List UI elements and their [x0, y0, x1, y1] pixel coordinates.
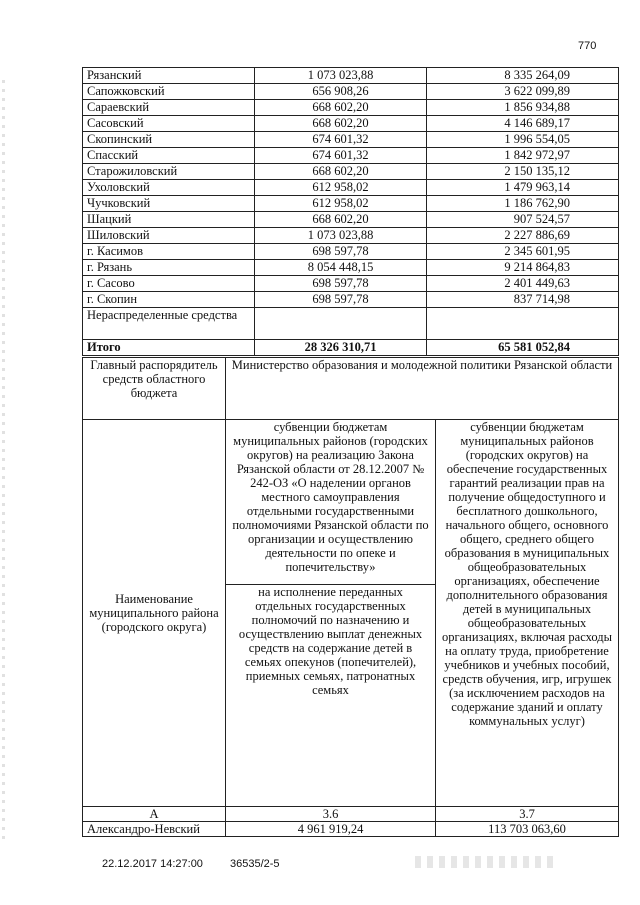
value-col-a: 668 602,20	[255, 164, 427, 180]
scan-edge-artifact	[2, 80, 5, 840]
col-guardianship-payments: на исполнение переданных отдельных государственных полномочий по назначению и осуществлению выплат денежных средств на содержание детей в семьях опекунов (попечителей), приемных семьях, патронатных семьях	[226, 585, 436, 807]
faint-stamp-artifact	[415, 856, 555, 868]
row-value-3-7: 113 703 063,60	[436, 822, 619, 837]
total-row	[83, 340, 619, 356]
district-name: г. Скопин	[83, 292, 255, 308]
district-name: Скопинский	[83, 132, 255, 148]
value-col-a: 668 602,20	[255, 116, 427, 132]
value-col-b: 8 335 264,09	[427, 68, 619, 84]
district-name: Чучковский	[83, 196, 255, 212]
value-col-a: 674 601,32	[255, 148, 427, 164]
table-row	[83, 148, 619, 164]
district-name: Сараевский	[83, 100, 255, 116]
footer-timestamp: 22.12.2017 14:27:00	[102, 858, 203, 870]
district-name: г. Рязань	[83, 260, 255, 276]
col-guardianship-subvention: субвенции бюджетам муниципальных районов (городских округов) на реализацию Закона Рязанской области от 28.12.2007 № 242-ОЗ «О наделении органов местного самоуправления отдельными государственными полномочиями Рязанской области по организации и осуществлению деятельности по опеке и попечительству»	[226, 420, 436, 585]
value-col-b: 2 150 135,12	[427, 164, 619, 180]
table-row	[83, 244, 619, 260]
value-col-b: 2 345 601,95	[427, 244, 619, 260]
total-col-b: 65 581 052,84	[427, 340, 619, 356]
col-education-subvention: субвенции бюджетам муниципальных районов (городских округов) на обеспечение государственных гарантий реализации прав на получение общедоступного и бесплатного дошкольного, начального общего, основного общего, среднего общего образования в муниципальных общеобразовательных организациях, обеспечение дополнительного образования детей в муниципальных общеобразовательных организациях, включая расходы на оплату труда, приобретение учебников и учебных пособий, средств обучения, игр, игрушек (за исключением расходов на содержание зданий и оплату коммунальных услуг)	[436, 420, 619, 807]
value-col-b: 2 227 886,69	[427, 228, 619, 244]
footer-doc-id: 36535/2-5	[230, 858, 280, 870]
district-name: Спасский	[83, 148, 255, 164]
empty-cell	[427, 308, 619, 340]
table-row	[83, 212, 619, 228]
code-3-6: 3.6	[226, 807, 436, 822]
table-row	[83, 228, 619, 244]
table-row	[83, 116, 619, 132]
value-col-a: 612 958,02	[255, 196, 427, 212]
row-value-3-6: 4 961 919,24	[226, 822, 436, 837]
value-col-b: 2 401 449,63	[427, 276, 619, 292]
table-row	[83, 132, 619, 148]
district-name: Ухоловский	[83, 180, 255, 196]
table-row	[83, 276, 619, 292]
value-col-a: 8 054 448,15	[255, 260, 427, 276]
table-row	[83, 196, 619, 212]
row-label-municipality: Наименование муниципального района (городского округа)	[83, 420, 226, 807]
page-number: 770	[578, 40, 597, 52]
value-col-b: 1 479 963,14	[427, 180, 619, 196]
table-row	[83, 260, 619, 276]
value-col-b: 1 186 762,90	[427, 196, 619, 212]
district-name: Рязанский	[83, 68, 255, 84]
code-3-7: 3.7	[436, 807, 619, 822]
value-col-a: 656 908,26	[255, 84, 427, 100]
unallocated-row	[83, 308, 619, 340]
value-col-b: 1 842 972,97	[427, 148, 619, 164]
value-col-b: 9 214 864,83	[427, 260, 619, 276]
code-a: А	[83, 807, 226, 822]
table-row	[83, 84, 619, 100]
value-col-a: 698 597,78	[255, 244, 427, 260]
value-col-b: 3 622 099,89	[427, 84, 619, 100]
table-row	[83, 292, 619, 308]
table-row	[83, 100, 619, 116]
value-col-b: 1 996 554,05	[427, 132, 619, 148]
value-col-a: 698 597,78	[255, 276, 427, 292]
table-row	[83, 180, 619, 196]
value-col-b: 1 856 934,88	[427, 100, 619, 116]
district-name: Шацкий	[83, 212, 255, 228]
value-col-a: 698 597,78	[255, 292, 427, 308]
value-col-b: 837 714,98	[427, 292, 619, 308]
table-row	[83, 164, 619, 180]
value-col-b: 4 146 689,17	[427, 116, 619, 132]
allocation-table	[82, 67, 619, 356]
unallocated-label: Нераспределенные средства	[83, 308, 255, 340]
value-col-a: 1 073 023,88	[255, 68, 427, 84]
total-label: Итого	[83, 340, 255, 356]
value-col-a: 668 602,20	[255, 212, 427, 228]
district-name: г. Сасово	[83, 276, 255, 292]
total-col-a: 28 326 310,71	[255, 340, 427, 356]
table-row	[83, 68, 619, 84]
value-col-a: 1 073 023,88	[255, 228, 427, 244]
value-col-a: 668 602,20	[255, 100, 427, 116]
district-name: Шиловский	[83, 228, 255, 244]
value-col-b: 907 524,57	[427, 212, 619, 228]
head-ministry: Министерство образования и молодежной политики Рязанской области	[226, 358, 619, 420]
head-main-manager: Главный распорядитель средств областного бюджета	[83, 358, 226, 420]
empty-cell	[255, 308, 427, 340]
district-name: Старожиловский	[83, 164, 255, 180]
district-name: Сапожковский	[83, 84, 255, 100]
education-subvention-table	[82, 357, 619, 837]
district-name: Сасовский	[83, 116, 255, 132]
district-name: г. Касимов	[83, 244, 255, 260]
value-col-a: 612 958,02	[255, 180, 427, 196]
value-col-a: 674 601,32	[255, 132, 427, 148]
row-name: Александро-Невский	[83, 822, 226, 837]
